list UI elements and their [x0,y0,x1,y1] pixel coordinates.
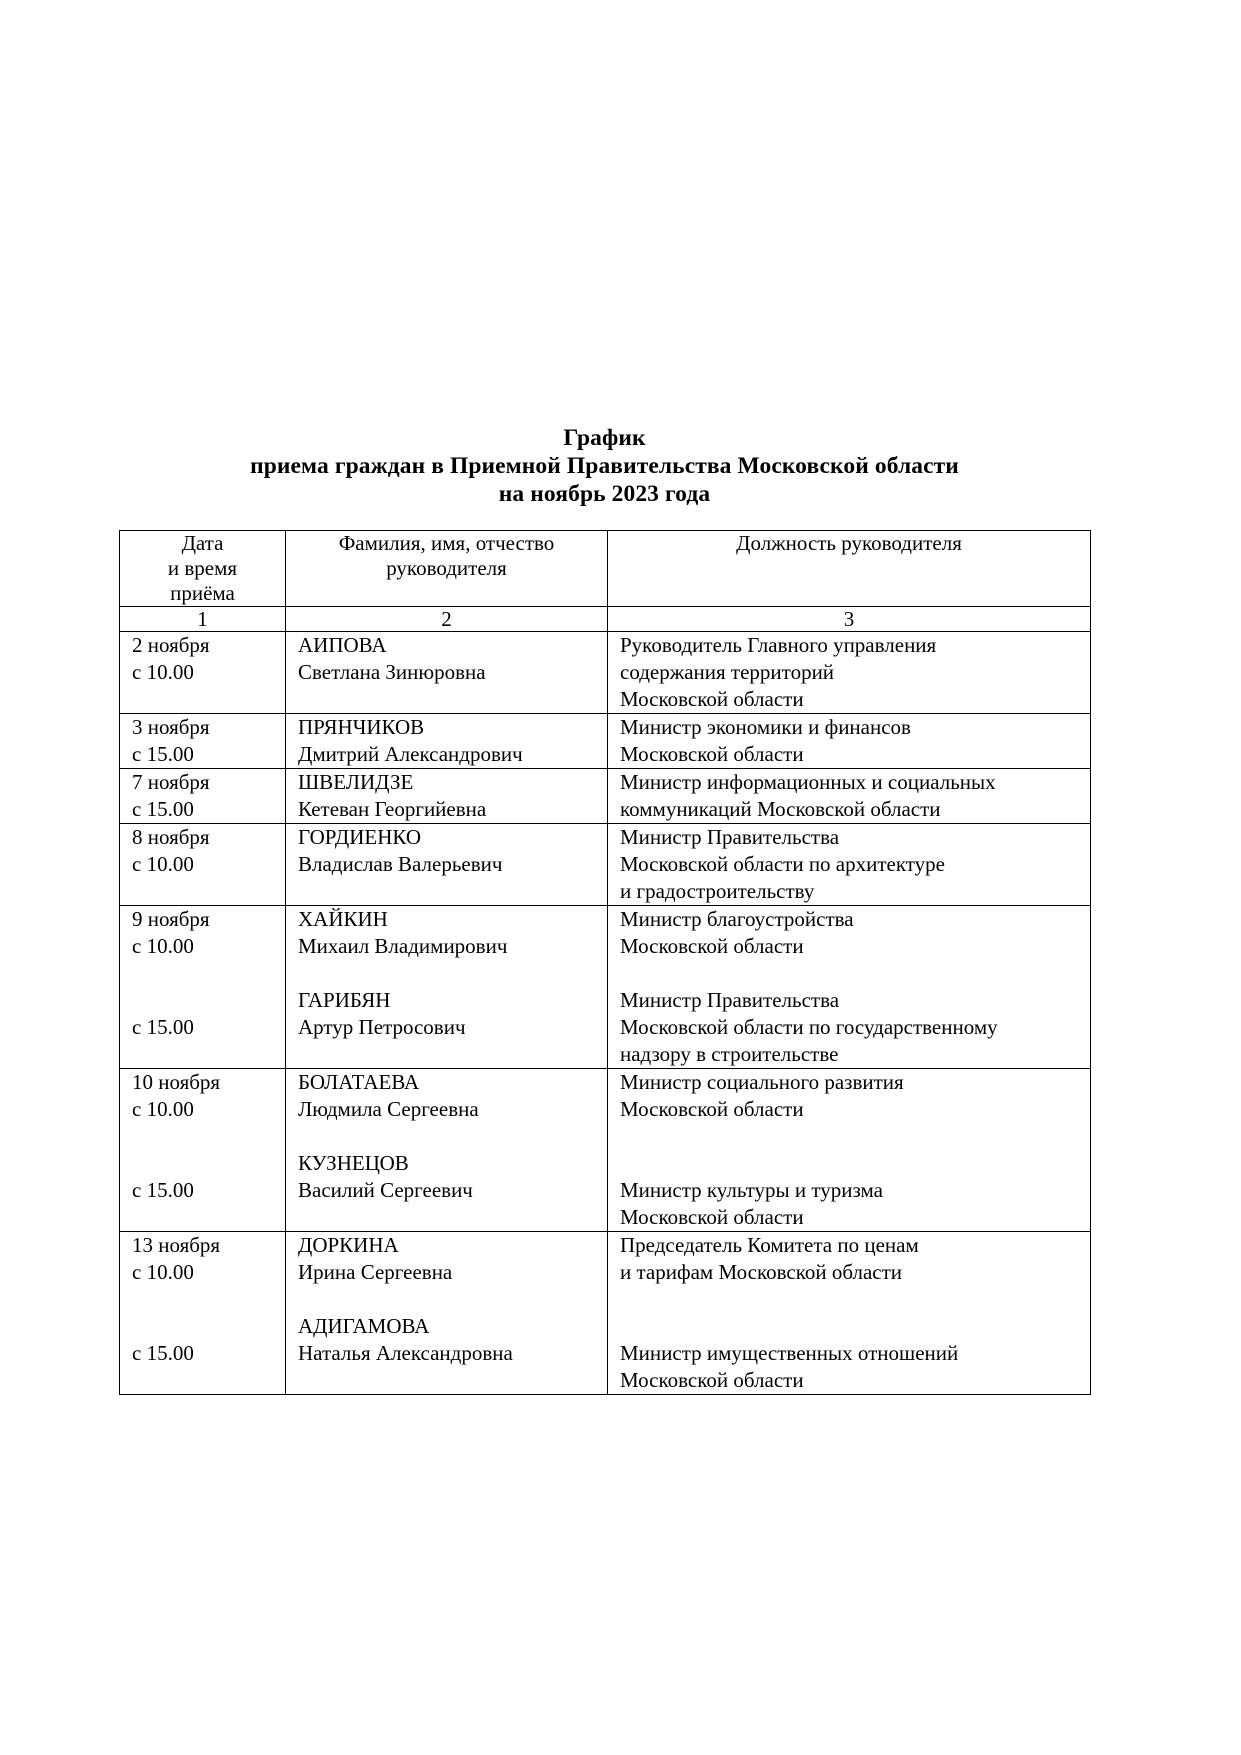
cell-position-line: Председатель Комитета по ценам [620,1233,919,1257]
cell-position [608,824,1091,906]
cell-position [608,906,1091,1069]
cell-date-time-line: 13 ноября [132,1233,221,1257]
table-row [120,906,1091,1069]
cell-date-time-line: с 15.00 [132,1341,194,1365]
header-position-line-1: Должность руководителя [736,531,962,555]
cell-date-time-line: с 15.00 [132,1178,194,1202]
cell-position-line: Руководитель Главного управления [620,633,937,657]
cell-position-line: Министр имущественных отношений [620,1341,959,1365]
cell-full-name-line: Василий Сергеевич [298,1178,473,1202]
cell-full-name [286,1232,608,1395]
cell-date-time [120,769,286,824]
cell-date-time [120,906,286,1069]
cell-position-line: и тарифам Московской области [620,1260,903,1284]
table-row [120,1069,1091,1232]
cell-date-time-line: с 10.00 [132,1097,194,1121]
cell-position-line: Московской области [620,1097,804,1121]
cell-position-line: Московской области [620,1205,804,1229]
cell-position-line: коммуникаций Московской области [620,797,941,821]
table-row [120,1232,1091,1395]
cell-full-name [286,714,608,769]
cell-full-name-line: Кетеван Георгийевна [298,797,487,821]
cell-date-time-line: с 15.00 [132,742,194,766]
cell-position-line: Министр культуры и туризма [620,1178,883,1202]
cell-full-name-line: КУЗНЕЦОВ [298,1151,409,1175]
column-header-date-time [120,531,286,607]
cell-full-name-line: ГАРИБЯН [298,988,391,1012]
cell-date-time-line: с 15.00 [132,1015,194,1039]
cell-full-name [286,906,608,1069]
cell-date-time-line: с 10.00 [132,660,194,684]
cell-date-time-line: с 10.00 [132,852,194,876]
cell-full-name-line: ХАЙКИН [298,907,388,931]
cell-full-name-line: Светлана Зинюровна [298,660,486,684]
table-row [120,769,1091,824]
column-number-3: 3 [608,607,1091,632]
cell-position-line: Московской области [620,934,804,958]
table-body [120,632,1091,1395]
title-line-2: приема граждан в Приемной Правительства Московской области [250,453,959,479]
cell-full-name [286,824,608,906]
document-title [119,424,1090,508]
cell-full-name [286,632,608,714]
cell-date-time [120,1232,286,1395]
cell-position-line: надзору в строительстве [620,1042,839,1066]
table-row [120,632,1091,714]
title-line-3: на ноябрь 2023 года [498,481,711,507]
cell-position [608,632,1091,714]
cell-position-line: Министр социального развития [620,1070,904,1094]
table-row [120,824,1091,906]
cell-position-line: содержания территорий [620,660,835,684]
cell-date-time-line: с 10.00 [132,1260,194,1284]
header-date-line-1: Дата [181,531,224,555]
cell-position-line: Министр Правительства [620,988,840,1012]
cell-date-time-line: 10 ноября [132,1070,221,1094]
cell-full-name-line: ПРЯНЧИКОВ [298,715,425,739]
table-header-row [120,531,1091,607]
title-line-1: График [563,425,646,451]
header-date-line-3: приёма [170,581,235,605]
cell-position-line: Московской области по архитектуре [620,852,946,876]
cell-position-line: Министр Правительства [620,825,840,849]
cell-date-time-line: с 10.00 [132,934,194,958]
cell-full-name-line: Ирина Сергеевна [298,1260,453,1284]
cell-position [608,769,1091,824]
cell-date-time-line: 9 ноября [132,907,210,931]
cell-date-time [120,632,286,714]
cell-full-name-line: Людмила Сергеевна [298,1097,479,1121]
cell-position [608,1232,1091,1395]
cell-position-line: Московской области по государственному [620,1015,998,1039]
cell-date-time-line: с 15.00 [132,797,194,821]
cell-date-time [120,714,286,769]
cell-position [608,1069,1091,1232]
reception-schedule-table [119,530,1091,1395]
cell-full-name [286,1069,608,1232]
cell-position-line: Московской области [620,742,804,766]
column-header-full-name [286,531,608,607]
cell-full-name-line: АИПОВА [298,633,387,657]
cell-full-name-line: ШВЕЛИДЗЕ [298,770,414,794]
cell-date-time-line: 7 ноября [132,770,210,794]
cell-position-line: и градостроительству [620,879,815,903]
cell-full-name [286,769,608,824]
cell-full-name-line: Владислав Валерьевич [298,852,503,876]
cell-position-line: Московской области [620,687,804,711]
cell-date-time [120,1069,286,1232]
table-column-number-row [120,607,1091,632]
column-number-2: 2 [286,607,608,632]
cell-full-name-line: Михаил Владимирович [298,934,508,958]
cell-date-time-line: 2 ноября [132,633,210,657]
cell-full-name-line: ГОРДИЕНКО [298,825,422,849]
cell-position-line: Министр благоустройства [620,907,854,931]
table-row [120,714,1091,769]
cell-full-name-line: Наталья Александровна [298,1341,513,1365]
cell-date-time-line: 8 ноября [132,825,210,849]
cell-date-time-line: 3 ноября [132,715,210,739]
cell-position-line: Министр информационных и социальных [620,770,996,794]
column-header-position [608,531,1091,607]
cell-position-line: Московской области [620,1368,804,1392]
cell-position [608,714,1091,769]
header-name-line-2: руководителя [386,556,507,580]
cell-date-time [120,824,286,906]
cell-full-name-line: АДИГАМОВА [298,1314,430,1338]
column-number-1: 1 [120,607,286,632]
header-date-line-2: и время [167,556,238,580]
cell-position-line: Министр экономики и финансов [620,715,911,739]
cell-full-name-line: БОЛАТАЕВА [298,1070,420,1094]
header-name-line-1: Фамилия, имя, отчество [338,531,555,555]
cell-full-name-line: Артур Петросович [298,1015,466,1039]
cell-full-name-line: Дмитрий Александрович [298,742,523,766]
cell-full-name-line: ДОРКИНА [298,1233,399,1257]
